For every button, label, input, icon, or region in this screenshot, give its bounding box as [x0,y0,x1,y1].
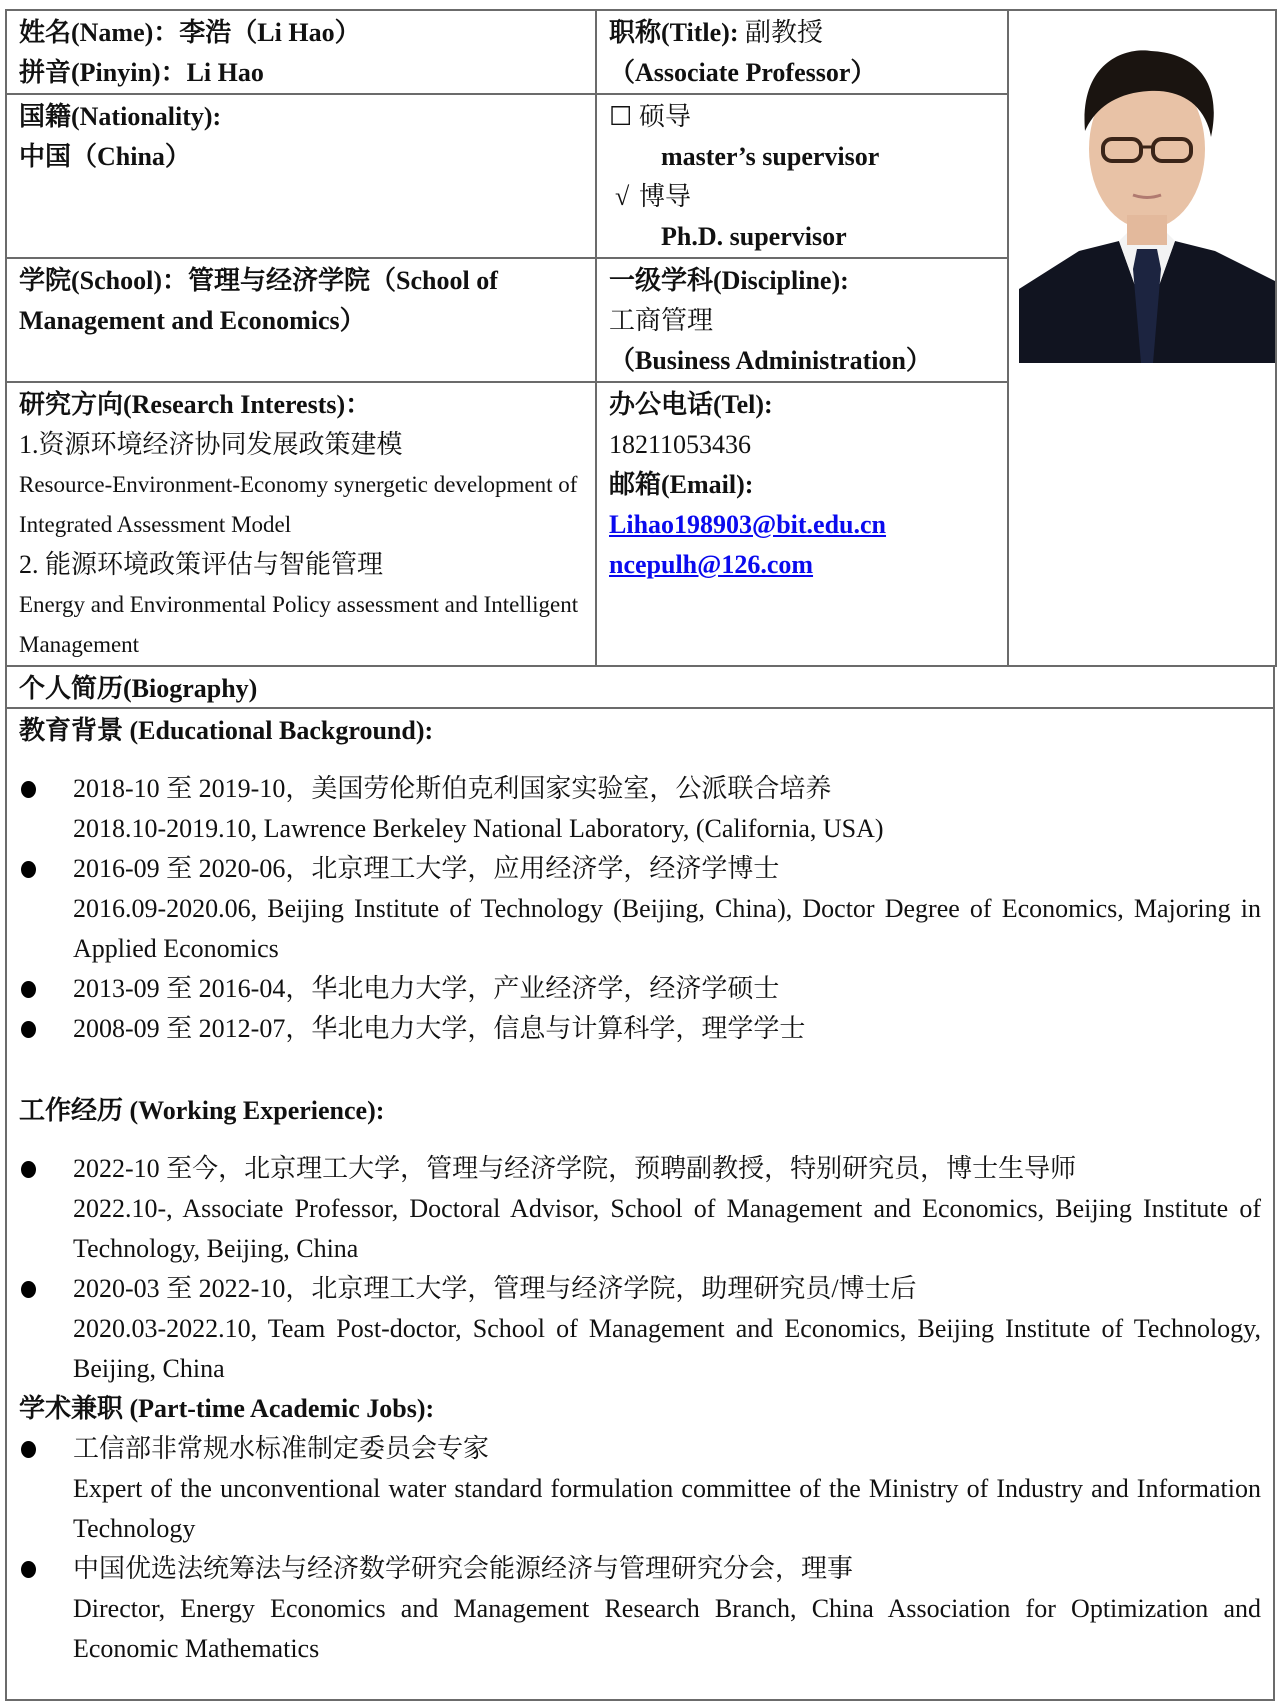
list-item [7,769,1273,849]
item-en: 2022.10-, Associate Professor, Doctoral Advisor, School of Management and Economics, Beijing Institute of Technology, Beijing, China [73,1194,1261,1263]
supervisor-phd [609,177,997,217]
education-list [7,769,1273,1049]
school-value: 管理与经济学院（School of Management and Economics） [19,266,498,335]
item-en: 2020.03-2022.10, Team Post-doctor, School of Management and Economics, Beijing Institute of Technology, Beijing, China [73,1314,1261,1383]
item-en: 2018.10-2019.10, Lawrence Berkeley National Laboratory, (California, USA) [73,814,884,843]
item-cn: 中国优选法统筹法与经济数学研究会能源经济与管理研究分会，理事 [73,1554,854,1583]
item-cn: 工信部非常规水标准制定委员会专家 [73,1434,490,1463]
school-label: 学院(School)： [19,266,189,295]
supervisor-master [609,97,997,137]
nationality-cell [6,94,596,258]
biography-heading: 个人简历(Biography) [7,667,1273,709]
supervisor-master-cn: 硕导 [639,102,692,131]
photo-cell [1008,10,1276,666]
list-item [7,969,1273,1009]
work-list [7,1149,1273,1389]
bullet-icon [21,781,36,798]
name-value: 李浩（Li Hao） [179,18,361,47]
checkmark-icon: √ [615,182,630,211]
email-link-bit[interactable]: Lihao198903@bit.edu.cn [609,510,887,539]
list-item [7,1269,1273,1389]
pinyin-value: Li Hao [186,58,264,87]
parttime-list [7,1429,1273,1669]
bullet-icon [21,1441,36,1458]
title-value-en: （Associate Professor） [609,58,877,87]
education-title: 教育背景 (Educational Background): [19,716,434,745]
portrait-photo [1019,19,1275,363]
item-en: Expert of the unconventional water standard formulation committee of the Ministry of Industry and Information Technology [73,1474,1261,1543]
parttime-title: 学术兼职 (Part-time Academic Jobs): [19,1394,435,1423]
discipline-cell [596,258,1008,382]
research-1-cn: 1.资源环境经济协同发展政策建模 [19,430,403,459]
bullet-icon [21,1021,36,1038]
supervisor-phd-en: Ph.D. supervisor [661,222,847,251]
supervisor-cell [596,94,1008,258]
discipline-cn: 工商管理 [609,306,714,335]
research-2-en: Energy and Environmental Policy assessment and Intelligent Management [19,592,579,657]
biography-section [5,667,1275,1701]
tel-label: 办公电话(Tel): [609,390,773,419]
supervisor-master-en: master’s supervisor [661,142,880,171]
cv-document [5,9,1275,1701]
list-item [7,849,1273,969]
list-item [7,1009,1273,1049]
item-en: 2016.09-2020.06, Beijing Institute of Technology (Beijing, China), Doctor Degree of Economics, Majoring in Applied Economics [73,894,1261,963]
pinyin-label: 拼音(Pinyin)： [19,58,187,87]
email-link-126[interactable]: ncepulh@126.com [609,550,814,579]
item-cn: 2022-10 至今，北京理工大学，管理与经济学院，预聘副教授，特别研究员，博士生导师 [73,1154,1077,1183]
contact-cell [596,382,1008,666]
research-1-en: Resource-Environment-Economy synergetic development of Integrated Assessment Model [19,472,578,537]
item-cn: 2016-09 至 2020-06，北京理工大学，应用经济学，经济学博士 [73,854,780,883]
item-cn: 2013-09 至 2016-04，华北电力大学，产业经济学，经济学硕士 [73,974,780,1003]
profile-table [5,9,1277,667]
list-item [7,1429,1273,1549]
title-value-cn: 副教授 [745,18,824,47]
discipline-en: （Business Administration） [609,346,932,375]
title-cell [596,10,1008,94]
research-2-cn: 2. 能源环境政策评估与智能管理 [19,550,384,579]
item-cn: 2020-03 至 2022-10，北京理工大学，管理与经济学院，助理研究员/博士后 [73,1274,917,1303]
research-cell [6,382,596,666]
supervisor-phd-cn: 博导 [639,182,692,211]
bullet-icon [21,1281,36,1298]
bullet-icon [21,981,36,998]
email-label: 邮箱(Email): [609,470,754,499]
bullet-icon [21,1161,36,1178]
checkbox-empty-icon: ☐ [609,102,633,131]
work-title: 工作经历 (Working Experience): [19,1096,385,1125]
school-cell [6,258,596,382]
list-item [7,1549,1273,1669]
bullet-icon [21,1561,36,1578]
research-label: 研究方向(Research Interests)： [19,390,372,419]
list-item [7,1149,1273,1269]
item-cn: 2018-10 至 2019-10，美国劳伦斯伯克利国家实验室，公派联合培养 [73,774,832,803]
tel-value: 18211053436 [609,430,752,459]
item-cn: 2008-09 至 2012-07，华北电力大学，信息与计算科学，理学学士 [73,1014,806,1043]
nationality-label: 国籍(Nationality): [19,102,222,131]
bullet-icon [21,861,36,878]
item-en: Director, Energy Economics and Management Research Branch, China Association for Optimization and Economic Mathematics [73,1594,1261,1663]
nationality-value: 中国（China） [19,142,191,171]
discipline-label: 一级学科(Discipline): [609,266,849,295]
name-label: 姓名(Name)： [19,18,180,47]
title-label: 职称(Title): [609,18,745,47]
name-cell [6,10,596,94]
